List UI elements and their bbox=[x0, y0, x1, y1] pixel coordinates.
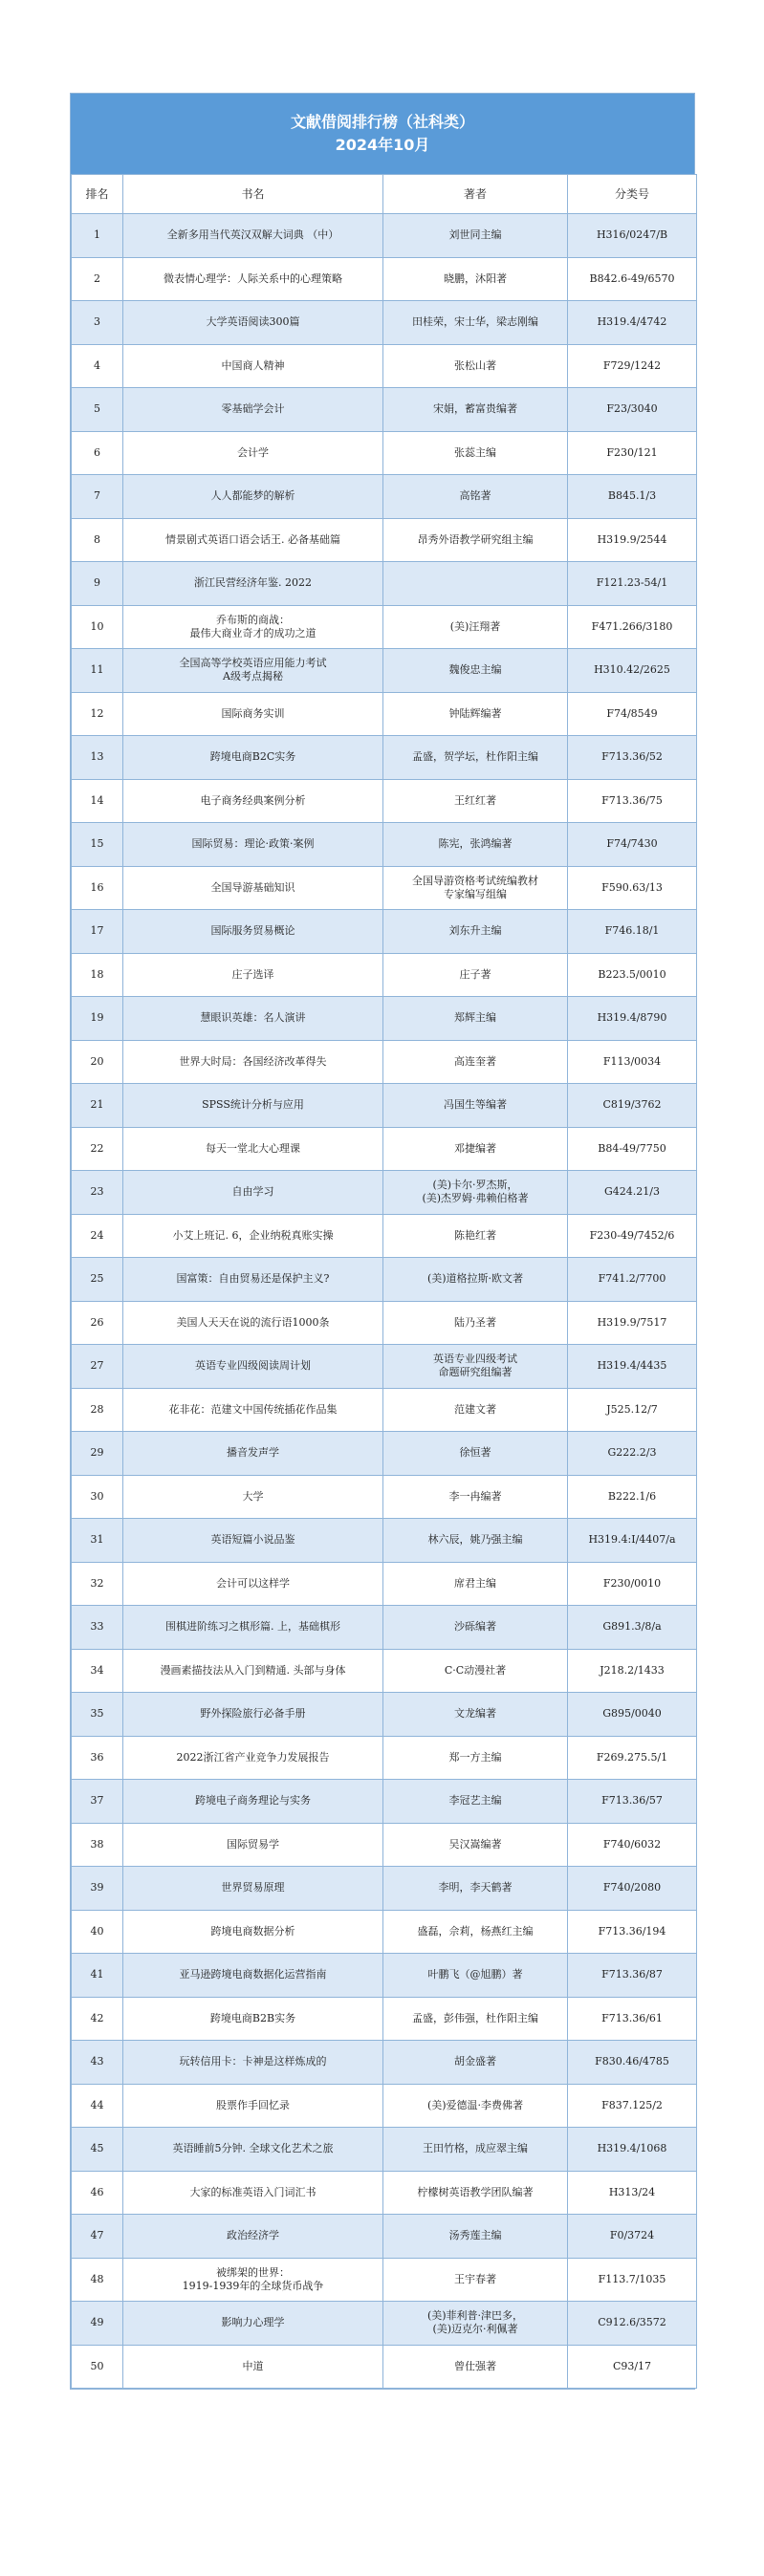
table-header-row bbox=[72, 175, 697, 214]
class-cell: F729/1242 bbox=[568, 344, 697, 388]
author-cell: 宋娟，蓄富贵编著 bbox=[383, 388, 568, 432]
author-cell: 王红红著 bbox=[383, 779, 568, 823]
rank-cell: 31 bbox=[72, 1519, 123, 1563]
class-cell: F740/2080 bbox=[568, 1867, 697, 1911]
table-row bbox=[72, 1432, 697, 1476]
author-cell: 全国导游资格考试统编教材 专家编写组编 bbox=[383, 866, 568, 910]
title-cell: 美国人天天在说的流行语1000条 bbox=[123, 1301, 383, 1345]
title-cell: 跨境电商B2C实务 bbox=[123, 736, 383, 780]
author-cell: 陈宪，张鸿编著 bbox=[383, 823, 568, 867]
rank-cell: 8 bbox=[72, 518, 123, 562]
author-cell: 高连奎著 bbox=[383, 1040, 568, 1084]
table-row bbox=[72, 2171, 697, 2215]
class-cell: F830.46/4785 bbox=[568, 2041, 697, 2085]
title-cell: 大家的标准英语入门词汇书 bbox=[123, 2171, 383, 2215]
rank-cell: 36 bbox=[72, 1736, 123, 1780]
author-cell: 张松山著 bbox=[383, 344, 568, 388]
title-cell: 国际贸易学 bbox=[123, 1823, 383, 1867]
class-cell: F113/0034 bbox=[568, 1040, 697, 1084]
table-row bbox=[72, 301, 697, 345]
class-cell: H313/24 bbox=[568, 2171, 697, 2215]
class-cell: H310.42/2625 bbox=[568, 649, 697, 693]
title-cell: 播音发声学 bbox=[123, 1432, 383, 1476]
title-cell: 电子商务经典案例分析 bbox=[123, 779, 383, 823]
table-row bbox=[72, 779, 697, 823]
class-cell: H319.4/8790 bbox=[568, 997, 697, 1041]
author-cell: 张蕊主编 bbox=[383, 431, 568, 475]
rank-cell: 27 bbox=[72, 1345, 123, 1389]
title-cell: 微表情心理学：人际关系中的心理策略 bbox=[123, 257, 383, 301]
author-cell: 吴汉嵩编著 bbox=[383, 1823, 568, 1867]
class-cell: H319.4/1068 bbox=[568, 2128, 697, 2172]
author-cell: 林六辰，姚乃强主编 bbox=[383, 1519, 568, 1563]
title-cell: 大学 bbox=[123, 1475, 383, 1519]
author-cell: 钟陆辉编著 bbox=[383, 692, 568, 736]
title-cell: 英语短篇小说品鉴 bbox=[123, 1519, 383, 1563]
class-cell: C93/17 bbox=[568, 2345, 697, 2389]
table-row bbox=[72, 736, 697, 780]
rank-cell: 46 bbox=[72, 2171, 123, 2215]
class-cell: F713.36/75 bbox=[568, 779, 697, 823]
table-row bbox=[72, 953, 697, 997]
rank-cell: 5 bbox=[72, 388, 123, 432]
class-cell: F23/3040 bbox=[568, 388, 697, 432]
table-row bbox=[72, 823, 697, 867]
class-cell: B84-49/7750 bbox=[568, 1127, 697, 1171]
title-cell: 全新多用当代英汉双解大词典 （中） bbox=[123, 214, 383, 258]
title-cell: 漫画素描技法从入门到精通. 头部与身体 bbox=[123, 1649, 383, 1693]
rank-cell: 47 bbox=[72, 2215, 123, 2259]
title-cell: SPSS统计分析与应用 bbox=[123, 1084, 383, 1128]
author-cell: 汤秀莲主编 bbox=[383, 2215, 568, 2259]
table-row bbox=[72, 475, 697, 519]
rank-cell: 11 bbox=[72, 649, 123, 693]
rank-cell: 22 bbox=[72, 1127, 123, 1171]
title-cell: 国际商务实训 bbox=[123, 692, 383, 736]
author-cell: (美)爱德温·李费佛著 bbox=[383, 2084, 568, 2128]
table-row bbox=[72, 257, 697, 301]
class-cell: F74/8549 bbox=[568, 692, 697, 736]
rank-cell: 2 bbox=[72, 257, 123, 301]
author-cell: 陆乃圣著 bbox=[383, 1301, 568, 1345]
title-cell: 英语睡前5分钟. 全球文化艺术之旅 bbox=[123, 2128, 383, 2172]
title-cell: 国际贸易：理论·政策·案例 bbox=[123, 823, 383, 867]
table-row bbox=[72, 1823, 697, 1867]
author-cell: 庄子著 bbox=[383, 953, 568, 997]
column-header-class: 分类号 bbox=[568, 175, 697, 214]
rank-cell: 50 bbox=[72, 2345, 123, 2389]
table-row bbox=[72, 1345, 697, 1389]
class-cell: F740/6032 bbox=[568, 1823, 697, 1867]
table-row bbox=[72, 1171, 697, 1215]
class-cell: G895/0040 bbox=[568, 1693, 697, 1737]
table-row bbox=[72, 431, 697, 475]
author-cell: 郑辉主编 bbox=[383, 997, 568, 1041]
author-cell: 陈艳红著 bbox=[383, 1214, 568, 1258]
class-cell: F113.7/1035 bbox=[568, 2258, 697, 2302]
title-cell: 世界大时局：各国经济改革得失 bbox=[123, 1040, 383, 1084]
author-cell: 晓鹏，沐阳著 bbox=[383, 257, 568, 301]
class-cell: F837.125/2 bbox=[568, 2084, 697, 2128]
title-cell: 慧眼识英雄：名人演讲 bbox=[123, 997, 383, 1041]
rank-cell: 3 bbox=[72, 301, 123, 345]
rank-cell: 6 bbox=[72, 431, 123, 475]
author-cell: 李一冉编著 bbox=[383, 1475, 568, 1519]
column-header-title: 书名 bbox=[123, 175, 383, 214]
class-cell: F741.2/7700 bbox=[568, 1258, 697, 1302]
table-row bbox=[72, 344, 697, 388]
author-cell: 孟盛，贺学坛，杜作阳主编 bbox=[383, 736, 568, 780]
title-cell: 零基础学会计 bbox=[123, 388, 383, 432]
title-cell: 政治经济学 bbox=[123, 2215, 383, 2259]
rank-cell: 35 bbox=[72, 1693, 123, 1737]
title-cell: 中国商人精神 bbox=[123, 344, 383, 388]
author-cell: 王田竹格，成应翠主编 bbox=[383, 2128, 568, 2172]
class-cell: H319.9/2544 bbox=[568, 518, 697, 562]
rank-cell: 41 bbox=[72, 1954, 123, 1998]
rank-cell: 10 bbox=[72, 605, 123, 649]
author-cell: 文龙编著 bbox=[383, 1693, 568, 1737]
title-cell: 被绑架的世界： 1919-1939年的全球货币战争 bbox=[123, 2258, 383, 2302]
author-cell: 叶鹏飞（@旭鹏）著 bbox=[383, 1954, 568, 1998]
rank-cell: 23 bbox=[72, 1171, 123, 1215]
table-row bbox=[72, 1388, 697, 1432]
rank-cell: 14 bbox=[72, 779, 123, 823]
author-cell: 柠檬树英语教学团队编著 bbox=[383, 2171, 568, 2215]
table-row bbox=[72, 1736, 697, 1780]
author-cell: 沙砾编著 bbox=[383, 1606, 568, 1650]
title-cell: 花非花：范建文中国传统插花作品集 bbox=[123, 1388, 383, 1432]
class-cell: H319.4/4435 bbox=[568, 1345, 697, 1389]
rank-cell: 44 bbox=[72, 2084, 123, 2128]
class-cell: B845.1/3 bbox=[568, 475, 697, 519]
author-cell: 徐恒著 bbox=[383, 1432, 568, 1476]
column-header-author: 著者 bbox=[383, 175, 568, 214]
title-cell: 会计可以这样学 bbox=[123, 1562, 383, 1606]
author-cell: 英语专业四级考试 命题研究组编著 bbox=[383, 1345, 568, 1389]
table-row bbox=[72, 1606, 697, 1650]
title-cell: 影响力心理学 bbox=[123, 2302, 383, 2346]
class-cell: F471.266/3180 bbox=[568, 605, 697, 649]
author-cell: (美)卡尔·罗杰斯， (美)杰罗姆·弗赖伯格著 bbox=[383, 1171, 568, 1215]
class-cell: C912.6/3572 bbox=[568, 2302, 697, 2346]
rank-cell: 24 bbox=[72, 1214, 123, 1258]
board-subtitle: 2024年10月 bbox=[335, 136, 430, 154]
table-row bbox=[72, 866, 697, 910]
class-cell: J218.2/1433 bbox=[568, 1649, 697, 1693]
author-cell: 孟盛，彭伟强，杜作阳主编 bbox=[383, 1997, 568, 2041]
class-cell: F230/0010 bbox=[568, 1562, 697, 1606]
table-row bbox=[72, 388, 697, 432]
class-cell: F713.36/61 bbox=[568, 1997, 697, 2041]
title-cell: 会计学 bbox=[123, 431, 383, 475]
author-cell: 王宇春著 bbox=[383, 2258, 568, 2302]
table-row bbox=[72, 605, 697, 649]
title-cell: 大学英语阅读300篇 bbox=[123, 301, 383, 345]
title-cell: 2022浙江省产业竞争力发展报告 bbox=[123, 1736, 383, 1780]
table-row bbox=[72, 1258, 697, 1302]
title-cell: 跨境电商B2B实务 bbox=[123, 1997, 383, 2041]
rank-cell: 17 bbox=[72, 910, 123, 954]
rank-cell: 9 bbox=[72, 562, 123, 606]
class-cell: H319.4/4742 bbox=[568, 301, 697, 345]
rank-cell: 18 bbox=[72, 953, 123, 997]
board-title: 文献借阅排行榜（社科类） bbox=[290, 113, 474, 131]
author-cell: 田桂荣，宋士华，梁志刚编 bbox=[383, 301, 568, 345]
table-row bbox=[72, 1954, 697, 1998]
table-row bbox=[72, 1040, 697, 1084]
rank-cell: 25 bbox=[72, 1258, 123, 1302]
title-cell: 乔布斯的商战： 最伟大商业奇才的成功之道 bbox=[123, 605, 383, 649]
rank-cell: 29 bbox=[72, 1432, 123, 1476]
author-cell: 刘世同主编 bbox=[383, 214, 568, 258]
table-row bbox=[72, 1475, 697, 1519]
rank-cell: 4 bbox=[72, 344, 123, 388]
rank-cell: 26 bbox=[72, 1301, 123, 1345]
class-cell: F230/121 bbox=[568, 431, 697, 475]
class-cell: F121.23-54/1 bbox=[568, 562, 697, 606]
class-cell: H319.9/7517 bbox=[568, 1301, 697, 1345]
rank-cell: 37 bbox=[72, 1780, 123, 1824]
rank-cell: 39 bbox=[72, 1867, 123, 1911]
table-row bbox=[72, 2345, 697, 2389]
class-cell: H316/0247/B bbox=[568, 214, 697, 258]
class-cell: F0/3724 bbox=[568, 2215, 697, 2259]
rank-cell: 40 bbox=[72, 1910, 123, 1954]
table-row bbox=[72, 2128, 697, 2172]
title-cell: 世界贸易原理 bbox=[123, 1867, 383, 1911]
class-cell: G891.3/8/a bbox=[568, 1606, 697, 1650]
table-row bbox=[72, 1301, 697, 1345]
rank-cell: 34 bbox=[72, 1649, 123, 1693]
class-cell: F713.36/57 bbox=[568, 1780, 697, 1824]
author-cell: 昂秀外语教学研究组主编 bbox=[383, 518, 568, 562]
rank-cell: 33 bbox=[72, 1606, 123, 1650]
table-row bbox=[72, 1214, 697, 1258]
author-cell: 李冠艺主编 bbox=[383, 1780, 568, 1824]
rank-cell: 20 bbox=[72, 1040, 123, 1084]
author-cell: C·C动漫社著 bbox=[383, 1649, 568, 1693]
class-cell: B223.5/0010 bbox=[568, 953, 697, 997]
rank-cell: 32 bbox=[72, 1562, 123, 1606]
title-cell: 国际服务贸易概论 bbox=[123, 910, 383, 954]
title-cell: 中道 bbox=[123, 2345, 383, 2389]
rank-cell: 43 bbox=[72, 2041, 123, 2085]
table-row bbox=[72, 1519, 697, 1563]
author-cell: (美)道格拉斯·欧文著 bbox=[383, 1258, 568, 1302]
table-row bbox=[72, 2258, 697, 2302]
table-row bbox=[72, 562, 697, 606]
table-row bbox=[72, 1780, 697, 1824]
class-cell: B842.6-49/6570 bbox=[568, 257, 697, 301]
column-header-rank: 排名 bbox=[72, 175, 123, 214]
rank-cell: 48 bbox=[72, 2258, 123, 2302]
author-cell: (美)汪翔著 bbox=[383, 605, 568, 649]
rank-cell: 45 bbox=[72, 2128, 123, 2172]
title-cell: 庄子选译 bbox=[123, 953, 383, 997]
title-cell: 亚马逊跨境电商数据化运营指南 bbox=[123, 1954, 383, 1998]
author-cell bbox=[383, 562, 568, 606]
table-row bbox=[72, 214, 697, 258]
table-row bbox=[72, 2215, 697, 2259]
title-cell: 跨境电子商务理论与实务 bbox=[123, 1780, 383, 1824]
title-cell: 小艾上班记. 6，企业纳税真账实操 bbox=[123, 1214, 383, 1258]
rank-cell: 12 bbox=[72, 692, 123, 736]
class-cell: F746.18/1 bbox=[568, 910, 697, 954]
table-row bbox=[72, 910, 697, 954]
author-cell: 魏俊忠主编 bbox=[383, 649, 568, 693]
table-row bbox=[72, 1127, 697, 1171]
rank-cell: 28 bbox=[72, 1388, 123, 1432]
rank-cell: 21 bbox=[72, 1084, 123, 1128]
rank-cell: 15 bbox=[72, 823, 123, 867]
table-row bbox=[72, 2041, 697, 2085]
title-cell: 浙江民营经济年鉴. 2022 bbox=[123, 562, 383, 606]
title-cell: 人人都能梦的解析 bbox=[123, 475, 383, 519]
author-cell: 李明，李天鹤著 bbox=[383, 1867, 568, 1911]
table-row bbox=[72, 1910, 697, 1954]
board-header bbox=[71, 94, 694, 174]
class-cell: G424.21/3 bbox=[568, 1171, 697, 1215]
rank-cell: 13 bbox=[72, 736, 123, 780]
author-cell: 郑一方主编 bbox=[383, 1736, 568, 1780]
author-cell: 冯国生等编著 bbox=[383, 1084, 568, 1128]
title-cell: 股票作手回忆录 bbox=[123, 2084, 383, 2128]
author-cell: 席君主编 bbox=[383, 1562, 568, 1606]
class-cell: F713.36/52 bbox=[568, 736, 697, 780]
table-row bbox=[72, 1084, 697, 1128]
class-cell: G222.2/3 bbox=[568, 1432, 697, 1476]
rank-cell: 7 bbox=[72, 475, 123, 519]
table-row bbox=[72, 649, 697, 693]
class-cell: F230-49/7452/6 bbox=[568, 1214, 697, 1258]
class-cell: B222.1/6 bbox=[568, 1475, 697, 1519]
rank-cell: 38 bbox=[72, 1823, 123, 1867]
title-cell: 围棋进阶练习之棋形篇. 上，基础棋形 bbox=[123, 1606, 383, 1650]
class-cell: H319.4:I/4407/a bbox=[568, 1519, 697, 1563]
table-row bbox=[72, 2084, 697, 2128]
rank-cell: 1 bbox=[72, 214, 123, 258]
table-row bbox=[72, 997, 697, 1041]
class-cell: F74/7430 bbox=[568, 823, 697, 867]
author-cell: 刘东升主编 bbox=[383, 910, 568, 954]
rank-cell: 49 bbox=[72, 2302, 123, 2346]
class-cell: F269.275.5/1 bbox=[568, 1736, 697, 1780]
author-cell: 曾仕强著 bbox=[383, 2345, 568, 2389]
table-row bbox=[72, 692, 697, 736]
table-row bbox=[72, 1997, 697, 2041]
title-cell: 情景剧式英语口语会话王. 必备基础篇 bbox=[123, 518, 383, 562]
title-cell: 自由学习 bbox=[123, 1171, 383, 1215]
class-cell: C819/3762 bbox=[568, 1084, 697, 1128]
ranking-board bbox=[70, 93, 695, 2390]
table-row bbox=[72, 1562, 697, 1606]
author-cell: 高铭著 bbox=[383, 475, 568, 519]
title-cell: 野外探险旅行必备手册 bbox=[123, 1693, 383, 1737]
author-cell: 盛磊，佘莉，杨燕红主编 bbox=[383, 1910, 568, 1954]
author-cell: (美)菲利普·津巴多， (美)迈克尔·利佩著 bbox=[383, 2302, 568, 2346]
author-cell: 胡金盛著 bbox=[383, 2041, 568, 2085]
author-cell: 范建文著 bbox=[383, 1388, 568, 1432]
table-row bbox=[72, 2302, 697, 2346]
ranking-table bbox=[71, 174, 697, 2389]
title-cell: 每天一堂北大心理课 bbox=[123, 1127, 383, 1171]
table-body bbox=[72, 214, 697, 2389]
class-cell: F590.63/13 bbox=[568, 866, 697, 910]
title-cell: 全国导游基础知识 bbox=[123, 866, 383, 910]
table-row bbox=[72, 1867, 697, 1911]
class-cell: J525.12/7 bbox=[568, 1388, 697, 1432]
title-cell: 英语专业四级阅读周计划 bbox=[123, 1345, 383, 1389]
class-cell: F713.36/194 bbox=[568, 1910, 697, 1954]
title-cell: 国富策：自由贸易还是保护主义? bbox=[123, 1258, 383, 1302]
author-cell: 邓捷编著 bbox=[383, 1127, 568, 1171]
class-cell: F713.36/87 bbox=[568, 1954, 697, 1998]
rank-cell: 16 bbox=[72, 866, 123, 910]
table-row bbox=[72, 518, 697, 562]
table-row bbox=[72, 1693, 697, 1737]
title-cell: 玩转信用卡：卡神是这样炼成的 bbox=[123, 2041, 383, 2085]
rank-cell: 19 bbox=[72, 997, 123, 1041]
title-cell: 跨境电商数据分析 bbox=[123, 1910, 383, 1954]
rank-cell: 30 bbox=[72, 1475, 123, 1519]
table-row bbox=[72, 1649, 697, 1693]
rank-cell: 42 bbox=[72, 1997, 123, 2041]
title-cell: 全国高等学校英语应用能力考试 A级考点揭秘 bbox=[123, 649, 383, 693]
